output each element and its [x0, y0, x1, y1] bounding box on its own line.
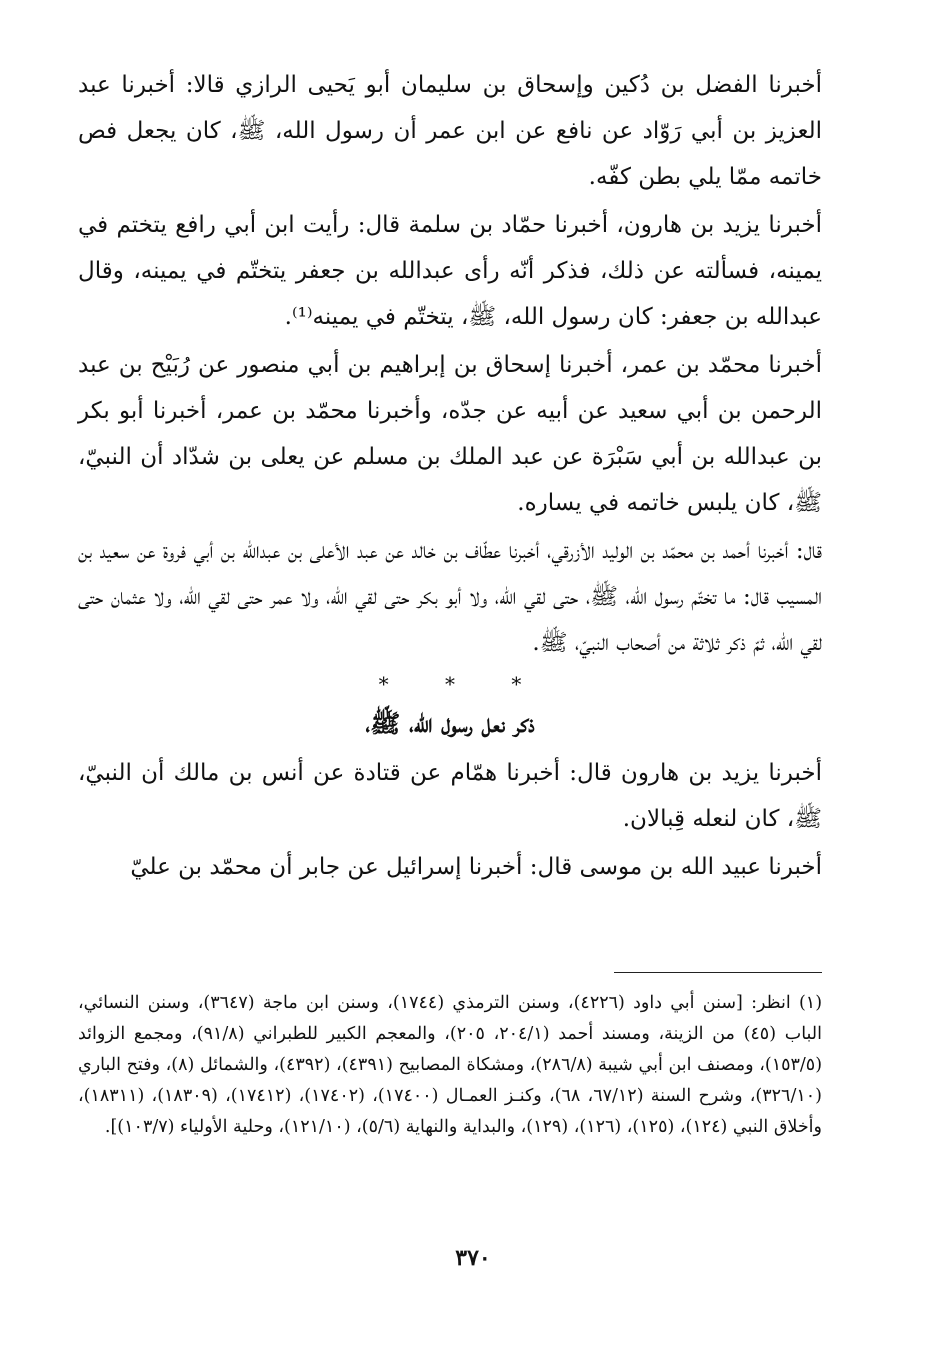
paragraph-4: قال: أخبرنا أحمد بن محمّد بن الوليد الأزرقي، أخبرنا عطّاف بن خالد عن عبد الأعلى بن عبدالله بن أبي فروة عن سعيد بن المسيب قال: ما تختّم رسول الله، ﷺ، حتى لقي الله، ولا أبو بكر حتى لقي الله، ولا عمر حتى لقي الله، ولا عثمان حتى لقي الله، ثمّ ذكر ثلاثة من أصحاب النبيّ، ﷺ. [78, 538, 822, 656]
paragraph-3: أخبرنا محمّد بن عمر، أخبرنا إسحاق بن إبراهيم بن أبي منصور عن رُبَيْح بن عبد الرحمن بن أبي سعيد عن أبيه عن جدّه، وأخبرنا محمّد بن عمر، أخبرنا أبو بكر بن عبدالله بن أبي سَبْرَة عن عبد الملك بن مسلم عن يعلى بن شدّاد أن النبيّ، ﷺ، كان يلبس خاتمه في يساره. [78, 352, 822, 516]
footnote-divider [614, 972, 822, 973]
paragraph-1: أخبرنا الفضل بن دُكين وإسحاق بن سليمان أبو يَحيى الرازي قالا: أخبرنا عبد العزيز بن أبي رَوّاد عن نافع عن ابن عمر أن رسول الله، ﷺ، كان يجعل فص خاتمه ممّا يلي بطن كفّه. [78, 72, 822, 190]
paragraph-5: أخبرنا يزيد بن هارون قال: أخبرنا همّام عن قتادة عن أنس بن مالك أن النبيّ، ﷺ، كان لنعله قِبالان. [78, 760, 822, 832]
footnote-1: (١) انظر: [سنن أبي داود (٤٢٢٦)، وسنن الترمذي (١٧٤٤)، وسنن ابن ماجة (٣٦٤٧)، وسنن النسائي، الباب (٤٥) من الزينة، ومسند أحمد (٢٠٤/١، ٢٠٥)، والمعجم الكبير للطبراني (٩١/٨)، ومجمع الزوائد (١٥٣/٥)، ومصنف ابن أبي شيبة (٢٨٦/٨)، ومشكاة المصابيح (٤٣٩١)، (٤٣٩٢)، والشمائل (٨)، وفتح الباري (٣٢٦/١٠)، وشرح السنة (٦٧/١٢، ٦٨)، وكنـز العمـال (١٧٤٠٠)، (١٧٤٠٢)، (١٧٤١٢)، (١٨٣٠٩)، (١٨٣١١)، وأخلاق النبي (١٢٤)، (١٢٥)، (١٢٦)، (١٢٩)، والبداية والنهاية (٥/٦)، (١٢١/١٠)، وحلية الأولياء (١٠٣/٧)]. [78, 993, 823, 1137]
paragraph-2: أخبرنا يزيد بن هارون، أخبرنا حمّاد بن سلمة قال: رأيت ابن أبي رافع يتختم في يمينه، فسألته عن ذلك، فذكر أنّه رأى عبدالله بن جعفر يتختّم في يمينه، وقال عبدالله بن جعفر: كان رسول الله، ﷺ، يتختّم في يمينه⁽¹⁾. [78, 212, 822, 330]
section-separator: * * * [378, 672, 522, 696]
paragraph-6: أخبرنا عبيد الله بن موسى قال: أخبرنا إسرائيل عن جابر أن محمّد بن عليّ [130, 854, 822, 880]
footnotes [78, 988, 822, 1143]
main-text [78, 62, 822, 892]
section-heading: ذكر نعل رسول الله، ﷺ، [365, 709, 535, 738]
page-number: ٣٧٠ [455, 1245, 491, 1271]
